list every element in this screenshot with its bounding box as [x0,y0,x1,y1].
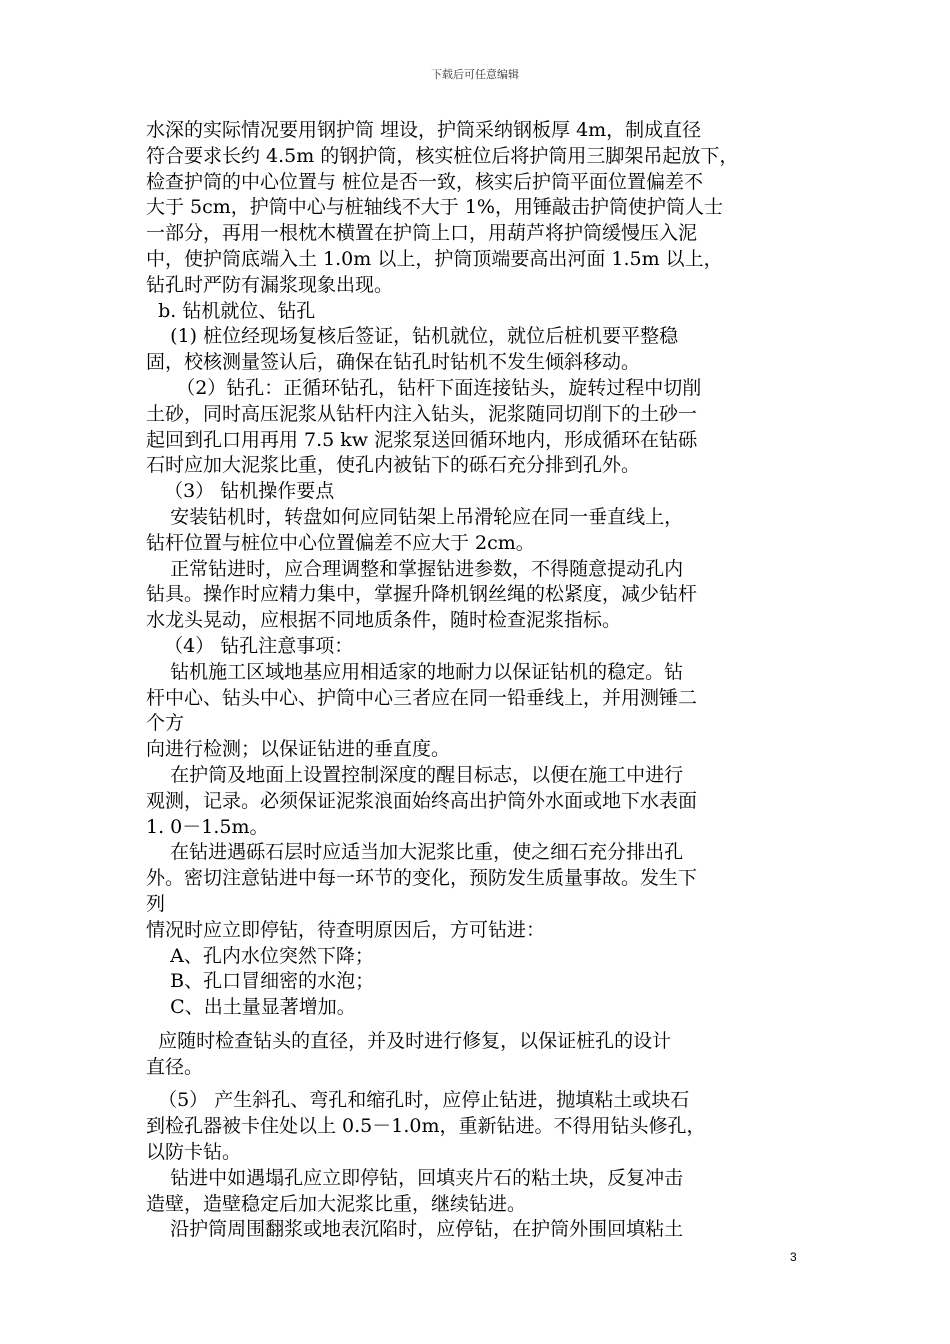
text-line: 情况时应立即停钻，待查明原因后，方可钻进： [146,918,546,941]
text-line: 向进行检测；以保证钻进的垂直度。 [146,738,451,761]
text-line: 符合要求长约 4.5m 的钢护筒，核实桩位后将护筒用三脚架吊起放下， [146,144,739,167]
text-line: 钻杆位置与桩位中心位置偏差不应大于 2cm。 [146,531,535,554]
text-line: 1. 0－1.5m。 [146,815,269,838]
text-line: 到检孔器被卡住处以上 0.5－1.0m，重新钻进。不得用钻头修孔， [146,1115,706,1138]
text-line: 水龙头晃动，应根据不同地质条件，随时检查泥浆指标。 [146,609,622,632]
text-line: 造壁，造壁稳定后加大泥浆比重，继续钻进。 [146,1192,527,1215]
text-line: 杆中心、钻头中心、护筒中心三者应在同一铅垂线上，并用测锤二 [146,686,698,709]
text-line: 石时应加大泥浆比重，使孔内被钻下的砾石充分排到孔外。 [146,454,641,477]
text-line: 钻机施工区域地基应用相适家的地耐力以保证钻机的稳定。钻 [146,660,684,683]
text-line: 固，校核测量签认后，确保在钻孔时钻机不发生倾斜移动。 [146,351,641,374]
page-number: 3 [790,1250,797,1264]
text-line: (1) 桩位经现场复核后签证，钻机就位，就位后桩机要平整稳 [146,325,679,348]
text-line: 钻进中如遇塌孔应立即停钻，回填夹片石的粘土块，反复冲击 [146,1166,684,1189]
list-item: C、出土量显著增加。 [146,996,356,1019]
text-line: 土砂，同时高压泥浆从钻杆内注入钻头，泥浆随同切削下的土砂一 [146,402,698,425]
text-line: 沿护筒周围翻浆或地表沉陷时，应停钻，在护筒外围回填粘土 [146,1218,684,1241]
text-line: 钻孔时严防有漏浆现象出现。 [146,273,394,296]
text-line: 列 [146,892,166,915]
text-line: 在钻进遇砾石层时应适当加大泥浆比重，使之细石充分排出孔 [146,841,684,864]
text-line: 正常钻进时，应合理调整和掌握钻进参数，不得随意提动孔内 [146,557,684,580]
subsection-heading: （3） 钻机操作要点 [146,480,335,503]
list-item: B、孔口冒细密的水泡； [146,970,375,993]
text-line: 外。密切注意钻进中每一环节的变化，预防发生质量事故。发生下 [146,867,698,890]
text-line: 检查护筒的中心位置与 桩位是否一致，核实后护筒平面位置偏差不 [146,170,704,193]
text-line: 安装钻机时，转盘如何应同钻架上吊滑轮应在同一垂直线上， [146,505,684,528]
text-line: 观测，记录。必须保证泥浆浪面始终高出护筒外水面或地下水表面 [146,789,698,812]
subsection-heading: （5） 产生斜孔、弯孔和缩孔时，应停止钻进，抛填粘土或块石 [146,1089,690,1112]
subsection-heading: （4） 钻孔注意事项： [146,634,354,657]
text-line: （2）钻孔：正循环钻孔，钻杆下面连接钻头，旋转过程中切削 [146,376,702,399]
list-item: A、孔内水位突然下降； [146,944,374,967]
section-heading: b. 钻机就位、钻孔 [146,299,316,322]
text-line: 以防卡钻。 [146,1141,242,1164]
text-line: 直径。 [146,1055,204,1078]
text-line: 起回到孔口用再用 7.5 kw 泥浆泵送回循环地内，形成循环在钻砾 [146,428,698,451]
document-body [146,118,810,1243]
text-line: 应随时检查钻头的直径，并及时进行修复，以保证桩孔的设计 [146,1029,672,1052]
page-header: 下载后可任意编辑 [431,68,519,81]
text-line: 水深的实际情况要用钢护筒 埋设，护筒采纳钢板厚 4m，制成直径 [146,119,702,141]
text-line: 大于 5cm，护筒中心与桩轴线不大于 1%，用锤敲击护筒使护筒人士 [146,196,723,219]
text-line: 个方 [146,712,185,735]
text-line: 中，使护筒底端入土 1.0m 以上，护筒顶端要高出河面 1.5m 以上， [146,247,723,270]
text-line: 一部分，再用一根枕木横置在护筒上口，用葫芦将护筒缓慢压入泥 [146,222,698,245]
text-line: 钻具。操作时应精力集中，掌握升降机钢丝绳的松紧度，减少钻杆 [146,583,698,606]
text-line: 在护筒及地面上设置控制深度的醒目标志，以便在施工中进行 [146,763,684,786]
